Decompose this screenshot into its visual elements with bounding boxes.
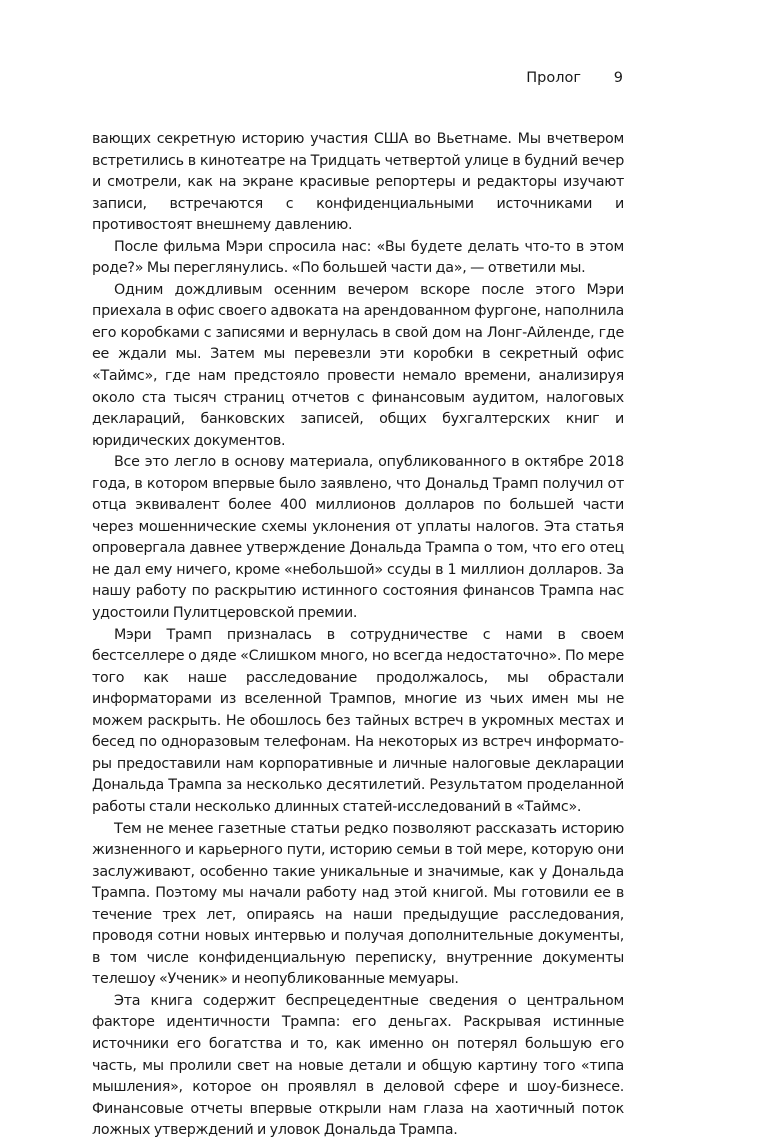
paragraph-continued: вающих секретную историю участия США во Вьетнаме. Мы вчетвером встретились в кинотеатре на Тридцать четвертой улице в будний вечер и смотрели, как на экране красивые репортеры и редакторы изучают записи, встречаются с конфиденциальными источниками и противостоят внешнему давлению. — [92, 131, 624, 234]
running-header-title: Пролог — [526, 70, 581, 86]
paragraph: Мэри Трамп призналась в сотрудничестве с нами в своем бестселлере о дяде «Слишком много, но всегда недостаточно». По мере того как наше расследование продолжалось, мы обрастали информаторами из вселенной Трампов, многие из чьих имен мы не можем раскрыть. Не обошлось без тайных встреч в укромных местах и бесед по одноразовым телефонам. На некоторых из встреч информаторы предоставили нам корпоративные и личные налоговые декларации Дональда Трампа за несколько десятилетий. Результатом проделанной работы стали несколько длинных статей-исследований в «Таймс». — [92, 626, 624, 815]
body-text — [92, 129, 624, 1142]
paragraph: После фильма Мэри спросила нас: «Вы будете делать что-то в этом роде?» Мы переглянулись. «По большей части да», — ответили мы. — [92, 238, 624, 277]
page-number: 9 — [613, 70, 623, 86]
paragraph: Все это легло в основу материала, опубликованного в октябре 2018 года, в котором впервые было заявлено, что Дональд Трамп получил от отца эквивалент более 400 миллионов долларов по большей части через мошеннические схемы уклонения от уплаты налогов. Эта статья опровергала давнее утверждение Дональда Трампа о том, что его отец не дал ему ничего, кроме «небольшой» ссуды в 1 миллион долларов. За нашу работу по раскрытию истинного состояния финансов Трампа нас удостоили Пулитцеровской премии. — [92, 454, 624, 622]
paragraph: Эта книга содержит беспрецедентные сведения о центральном факторе идентичности Трампа: его деньгах. Раскрывая истинные источники его богатства и то, как именно он потерял большую его часть, мы пролили свет на новые детали и общую картину того «типа мышления», которое он проявлял в деловой сфере и шоу-бизнесе. Финансовые отчеты впервые открыли нам глаза на хаотичный поток ложных утверждений и уловок Дональда Трампа. — [92, 992, 624, 1139]
paragraph: Тем не менее газетные статьи редко позволяют рассказать историю жизненного и карьерного пути, историю семьи в той мере, которую они заслуживают, особенно такие уникальные и значимые, как у Дональда Трампа. Поэтому мы начали работу над этой книгой. Мы готовили ее в течение трех лет, опираясь на наши предыдущие расследования, проводя сотни новых интервью и получая дополнительные документы, в том числе конфиденциальную переписку, внутренние документы телешоу «Ученик» и неопубликованные мемуары. — [92, 820, 624, 988]
running-header — [0, 70, 759, 90]
paragraph: Одним дождливым осенним вечером вскоре после этого Мэри приехала в офис своего адвоката на арендованном фургоне, наполнила его коробками с записями и вернулась в свой дом на Лонг-Айленде, где ее ждали мы. Затем мы перевезли эти коробки в секретный офис «Таймс», где нам предстояло провести немало времени, анализируя около ста тысяч страниц отчетов с финансовым аудитом, налоговых деклараций, банковских записей, общих бухгалтерских книг и юридических документов. — [92, 281, 624, 449]
